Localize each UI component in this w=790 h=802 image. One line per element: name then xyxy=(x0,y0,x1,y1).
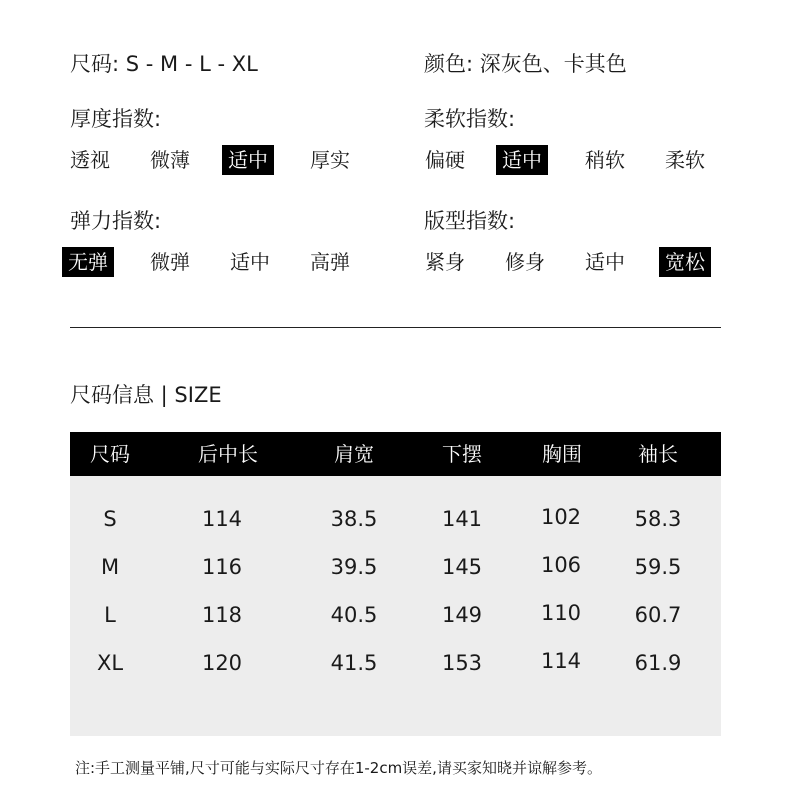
softness-option-1-selected: 适中 xyxy=(496,145,548,175)
color-value: 深灰色、卡其色 xyxy=(479,52,627,76)
cell-sleeve-length: 61.9 xyxy=(634,651,682,675)
fit-title: 版型指数: xyxy=(424,209,516,233)
softness-option-0: 偏硬 xyxy=(425,148,465,172)
header-hem: 下摆 xyxy=(442,442,482,466)
cell-chest: 110 xyxy=(540,601,582,625)
size-label: 尺码: xyxy=(70,52,120,76)
cell-back-length: 120 xyxy=(201,651,243,675)
thickness-option-3: 厚实 xyxy=(310,148,350,172)
cell-back-length: 114 xyxy=(201,507,243,531)
cell-shoulder-width: 39.5 xyxy=(330,555,378,579)
header-back-length: 后中长 xyxy=(198,442,258,466)
cell-size: XL xyxy=(96,651,124,675)
thickness-option-1: 微薄 xyxy=(150,148,190,172)
size-table-body xyxy=(70,476,721,736)
size-info-title: 尺码信息 | SIZE xyxy=(70,383,222,407)
softness-option-2: 稍软 xyxy=(585,148,625,172)
fit-option-1: 修身 xyxy=(505,250,545,274)
cell-hem: 141 xyxy=(441,507,483,531)
color-label: 颜色: xyxy=(424,52,474,76)
cell-shoulder-width: 40.5 xyxy=(330,603,378,627)
cell-shoulder-width: 41.5 xyxy=(330,651,378,675)
cell-size: L xyxy=(104,603,116,627)
measurement-note: 注:手工测量平铺,尺寸可能与实际尺寸存在1-2cm误差,请买家知晓并谅解参考。 xyxy=(75,759,602,777)
softness-option-3: 柔软 xyxy=(665,148,705,172)
cell-back-length: 116 xyxy=(201,555,243,579)
fit-option-0: 紧身 xyxy=(425,250,465,274)
cell-hem: 153 xyxy=(441,651,483,675)
cell-size: S xyxy=(103,507,117,531)
section-divider xyxy=(70,327,721,328)
header-chest: 胸围 xyxy=(542,442,582,466)
elasticity-option-0-selected: 无弹 xyxy=(62,247,114,277)
cell-size: M xyxy=(100,555,120,579)
header-shoulder-width: 肩宽 xyxy=(334,442,374,466)
thickness-title: 厚度指数: xyxy=(70,107,162,131)
cell-sleeve-length: 58.3 xyxy=(634,507,682,531)
cell-hem: 149 xyxy=(441,603,483,627)
cell-chest: 106 xyxy=(540,553,582,577)
header-size: 尺码 xyxy=(90,442,130,466)
cell-sleeve-length: 59.5 xyxy=(634,555,682,579)
elasticity-option-3: 高弹 xyxy=(310,250,350,274)
size-line xyxy=(70,51,258,77)
cell-sleeve-length: 60.7 xyxy=(634,603,682,627)
cell-chest: 102 xyxy=(540,505,582,529)
color-line xyxy=(424,51,627,77)
elasticity-title: 弹力指数: xyxy=(70,209,162,233)
thickness-option-0: 透视 xyxy=(70,148,110,172)
header-sleeve-length: 袖长 xyxy=(638,442,678,466)
fit-option-2: 适中 xyxy=(585,250,625,274)
cell-shoulder-width: 38.5 xyxy=(330,507,378,531)
elasticity-option-1: 微弹 xyxy=(150,250,190,274)
softness-title: 柔软指数: xyxy=(424,107,516,131)
elasticity-option-2: 适中 xyxy=(230,250,270,274)
size-value: S - M - L - XL xyxy=(125,52,258,76)
cell-hem: 145 xyxy=(441,555,483,579)
thickness-option-2-selected: 适中 xyxy=(222,145,274,175)
cell-chest: 114 xyxy=(540,649,582,673)
fit-option-3-selected: 宽松 xyxy=(659,247,711,277)
size-table-header xyxy=(70,432,721,476)
cell-back-length: 118 xyxy=(201,603,243,627)
